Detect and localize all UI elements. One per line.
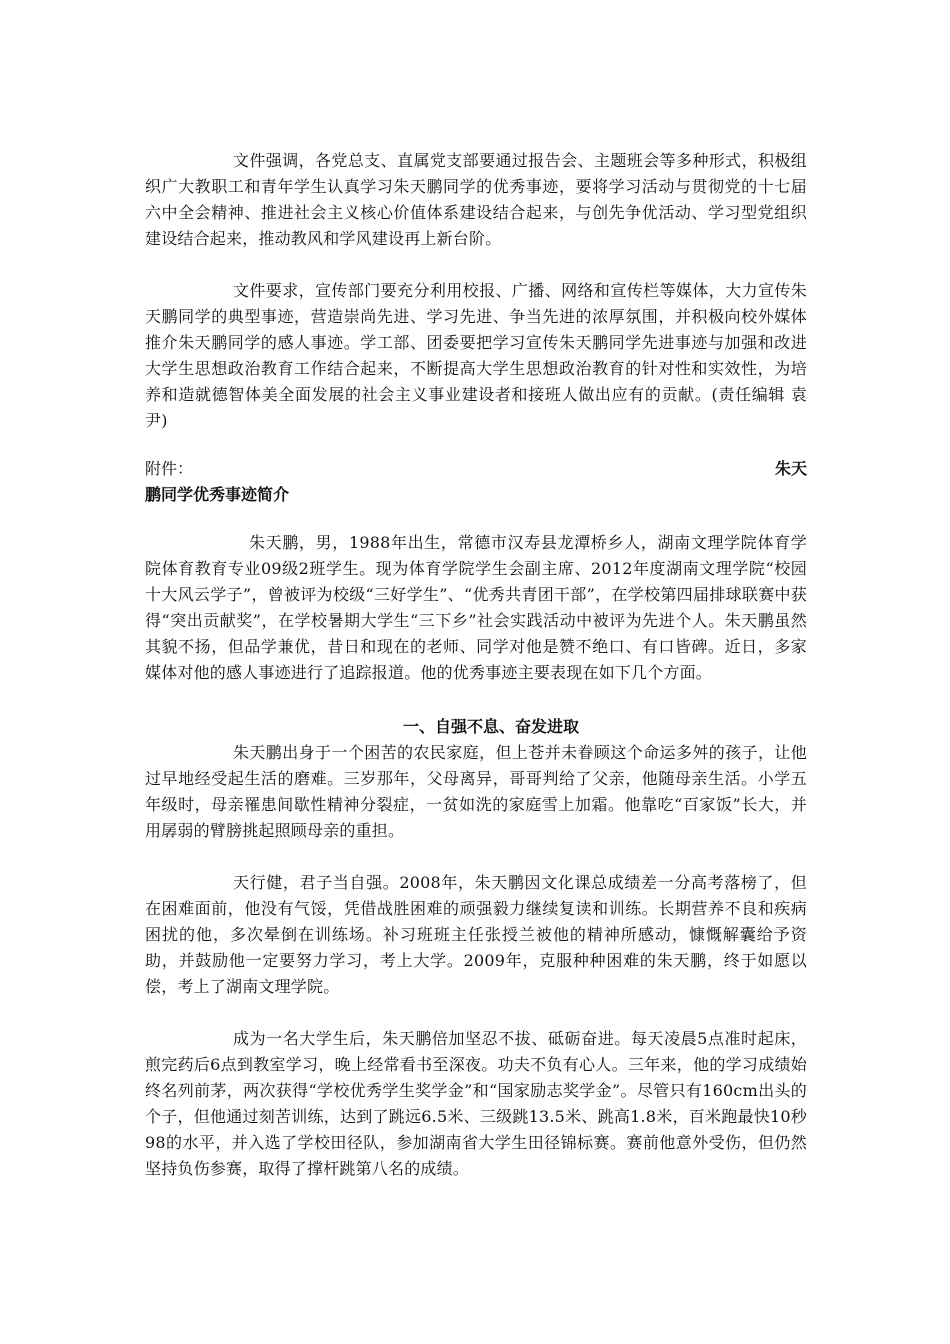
attachment-title-start: 朱天 — [774, 459, 807, 478]
paragraph-family-background: 朱天鹏出身于一个困苦的农民家庭，但上苍并未眷顾这个命运多舛的孩子，让他过早地经受起生活的磨难。三岁那年，父母离异，哥哥判给了父亲，他随母亲生活。小学五年级时，母亲罹患间歇性精神分裂症，一贫如洗的家庭雪上加霜。他靠吃“百家饭”长大，并用孱弱的臂膀挑起照顾母亲的重担。 — [145, 743, 807, 840]
attachment-line — [145, 456, 807, 482]
paragraph-college-achievements: 成为一名大学生后，朱天鹏倍加坚忍不拔、砥砺奋进。每天凌晨5点准时起床，煎完药后6点到教室学习，晚上经常看书至深夜。功夫不负有心人。三年来，他的学习成绩始终名列前茅，两次获得“学校优秀学生奖学金”和“国家励志奖学金”。尽管只有160cm出头的个子，但他通过刻苦训练，达到了跳远6.5米、三级跳13.5米、跳高1.8米，百米跑最快10秒98的水平，并入选了学校田径队，参加湖南省大学生田径锦标赛。赛前他意外受伤，但仍然坚持负伤参赛，取得了撑杆跳第八名的成绩。 — [145, 1029, 807, 1178]
attachment-label: 附件： — [145, 459, 194, 478]
paragraph-publicity-requirement: 文件要求，宣传部门要充分利用校报、广播、网络和宣传栏等媒体，大力宣传朱天鹏同学的典型事迹，营造崇尚先进、学习先进、争当先进的浓厚氛围，并积极向校外媒体推介朱天鹏同学的感人事迹。学工部、团委要把学习宣传朱天鹏同学先进事迹与加强和改进大学生思想政治教育工作结合起来，不断提高大学生思想政治教育的针对性和实效性，为培养和造就德智体美全面发展的社会主义事业建设者和接班人做出应有的贡献。(责任编辑 袁尹) — [145, 281, 807, 430]
attachment-title-end: 鹏同学优秀事迹简介 — [145, 485, 290, 504]
paragraph-intro: 朱天鹏，男，1988年出生，常德市汉寿县龙潭桥乡人，湖南文理学院体育学院体育教育专业09级2班学生。现为体育学院学生会副主席、2012年度湖南文理学院“校园十大风云学子”，曾被评为校级“三好学生”、“优秀共青团干部”，在学校第四届排球联赛中获得“突出贡献奖”，在学校暑期大学生“三下乡”社会实践活动中被评为先进个人。朱天鹏虽然其貌不扬，但品学兼优，昔日和现在的老师、同学对他是赞不绝口、有口皆碑。近日，多家媒体对他的感人事迹进行了追踪报道。他的优秀事迹主要表现在如下几个方面。 — [145, 533, 807, 682]
section-heading: 一、自强不息、奋发进取 — [402, 717, 579, 736]
paragraph-self-reliance: 天行健，君子当自强。2008年，朱天鹏因文化课总成绩差一分高考落榜了，但在困难面前，他没有气馁，凭借战胜困难的顽强毅力继续复读和训练。长期营养不良和疾病困扰的他，多次晕倒在训练场。补习班班主任张授兰被他的精神所感动，慷慨解囊给予资助，并鼓励他一定要努力学习，考上大学。2009年，克服种种困难的朱天鹏，终于如愿以偿，考上了湖南文理学院。 — [145, 873, 807, 996]
paragraph-study-requirement: 文件强调，各党总支、直属党支部要通过报告会、主题班会等多种形式，积极组织广大教职工和青年学生认真学习朱天鹏同学的优秀事迹，要将学习活动与贯彻党的十七届六中全会精神、推进社会主义核心价值体系建设结合起来，与创先争优活动、学习型党组织建设结合起来，推动教风和学风建设再上新台阶。 — [145, 151, 807, 248]
document-page — [145, 148, 807, 1182]
